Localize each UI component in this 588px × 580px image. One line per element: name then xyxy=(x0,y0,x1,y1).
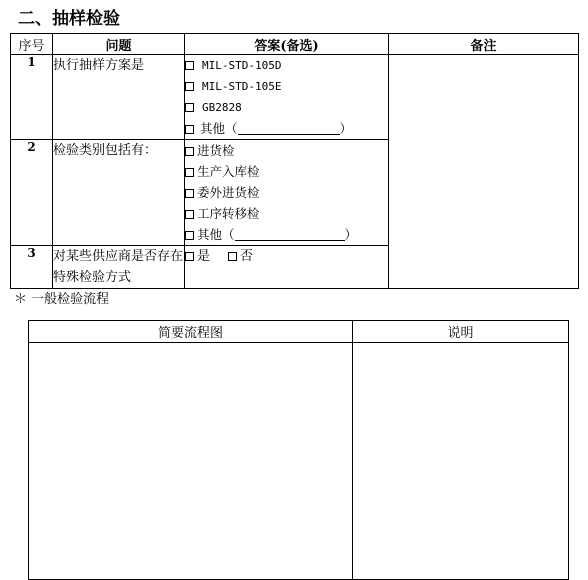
header-flow-diagram: 简要流程图 xyxy=(29,321,353,343)
checkbox-icon[interactable] xyxy=(185,210,194,219)
option-gb2828[interactable]: GB2828 xyxy=(185,97,388,118)
checkbox-icon[interactable] xyxy=(185,168,194,177)
option-other[interactable]: 其他（ ） xyxy=(185,118,388,139)
flow-diagram-cell[interactable] xyxy=(29,343,353,580)
checkbox-icon[interactable] xyxy=(185,252,194,261)
checkbox-icon[interactable] xyxy=(185,147,194,156)
checkbox-icon[interactable] xyxy=(185,103,194,112)
question-text: 执行抽样方案是 xyxy=(53,55,185,140)
explanation-cell[interactable] xyxy=(353,343,569,580)
option-production-warehousing-inspection[interactable]: 生产入库检 xyxy=(185,161,388,182)
answer-options xyxy=(185,140,389,246)
table-row xyxy=(11,55,579,140)
option-no[interactable]: 否 xyxy=(228,246,253,267)
remark-cell[interactable] xyxy=(389,55,579,289)
checkbox-icon[interactable] xyxy=(228,252,237,261)
sampling-inspection-table xyxy=(10,33,579,289)
fill-in-blank[interactable] xyxy=(238,122,340,135)
flow-body-row xyxy=(29,343,569,580)
checkbox-icon[interactable] xyxy=(185,82,194,91)
row-number: 2 xyxy=(11,140,53,246)
option-mil-std-105e[interactable]: MIL-STD-105E xyxy=(185,76,388,97)
answer-options xyxy=(185,55,389,140)
option-incoming-inspection[interactable]: 进货检 xyxy=(185,140,388,161)
option-mil-std-105d[interactable]: MIL-STD-105D xyxy=(185,55,388,76)
row-number: 1 xyxy=(11,55,53,140)
header-seq: 序号 xyxy=(11,34,53,55)
row-number: 3 xyxy=(11,246,53,289)
option-outsourced-incoming-inspection[interactable]: 委外进货检 xyxy=(185,182,388,203)
answer-options xyxy=(185,246,389,289)
header-question: 问题 xyxy=(53,34,185,55)
flow-header-row xyxy=(29,321,569,343)
question-text: 检验类别包括有： xyxy=(53,140,185,246)
option-process-transfer-inspection[interactable]: 工序转移检 xyxy=(185,203,388,224)
table-header-row xyxy=(11,34,579,55)
header-answer: 答案(备选) xyxy=(185,34,389,55)
general-inspection-flow-note: ＊ 一般检验流程 xyxy=(14,292,110,307)
fill-in-blank[interactable] xyxy=(235,228,345,241)
section-title: 二、抽样检验 xyxy=(18,9,120,29)
checkbox-icon[interactable] xyxy=(185,231,194,240)
checkbox-icon[interactable] xyxy=(185,125,194,134)
checkbox-icon[interactable] xyxy=(185,189,194,198)
question-text: 对某些供应商是否存在特殊检验方式 xyxy=(53,246,185,289)
checkbox-icon[interactable] xyxy=(185,61,194,70)
option-yes[interactable]: 是 xyxy=(185,246,210,267)
option-other[interactable]: 其他（ ） xyxy=(185,224,388,245)
header-remark: 备注 xyxy=(389,34,579,55)
header-explanation: 说明 xyxy=(353,321,569,343)
inspection-flow-table xyxy=(28,320,569,580)
